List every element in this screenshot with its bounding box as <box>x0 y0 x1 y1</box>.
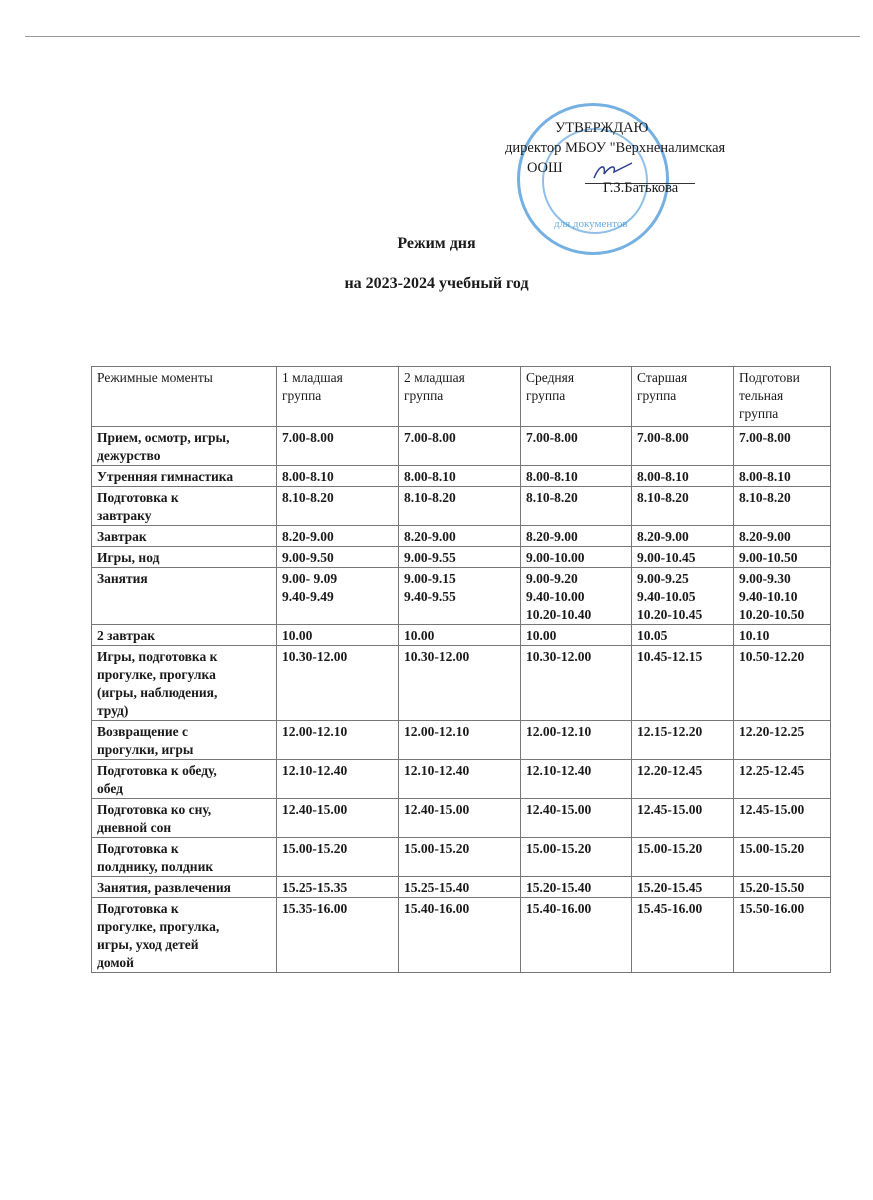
time-cell: 15.40-16.00 <box>399 898 521 973</box>
time-cell: 12.45-15.00 <box>734 799 831 838</box>
time-cell: 12.10-12.40 <box>521 760 632 799</box>
time-cell: 8.10-8.20 <box>277 487 399 526</box>
activity-cell: Подготовка к прогулке, прогулка, игры, уход детей домой <box>92 898 277 973</box>
activity-cell: Утренняя гимнастика <box>92 466 277 487</box>
time-cell: 9.00- 9.09 9.40-9.49 <box>277 568 399 625</box>
time-cell: 10.45-12.15 <box>632 646 734 721</box>
table-row <box>92 547 831 568</box>
activity-cell: Подготовка к полднику, полдник <box>92 838 277 877</box>
time-cell: 15.25-15.35 <box>277 877 399 898</box>
document-title: Режим дня <box>397 235 476 252</box>
header-group: Подготови тельная группа <box>734 367 831 427</box>
time-cell: 8.00-8.10 <box>277 466 399 487</box>
time-cell: 10.10 <box>734 625 831 646</box>
table-row <box>92 466 831 487</box>
table-row <box>92 487 831 526</box>
time-cell: 8.10-8.20 <box>632 487 734 526</box>
time-cell: 15.45-16.00 <box>632 898 734 973</box>
time-cell: 15.25-15.40 <box>399 877 521 898</box>
approval-heading: УТВЕРЖДАЮ <box>555 120 649 136</box>
activity-cell: Игры, подготовка к прогулке, прогулка (игры, наблюдения, труд) <box>92 646 277 721</box>
header-group: Средняя группа <box>521 367 632 427</box>
time-cell: 15.50-16.00 <box>734 898 831 973</box>
time-cell: 15.35-16.00 <box>277 898 399 973</box>
time-cell: 8.00-8.10 <box>521 466 632 487</box>
document-subtitle: на 2023-2024 учебный год <box>344 275 529 292</box>
activity-cell: Занятия <box>92 568 277 625</box>
time-cell: 8.00-8.10 <box>632 466 734 487</box>
time-cell: 12.00-12.10 <box>277 721 399 760</box>
time-cell: 8.20-9.00 <box>734 526 831 547</box>
activity-cell: Завтрак <box>92 526 277 547</box>
table-header-row <box>92 367 831 427</box>
header-group: 1 младшая группа <box>277 367 399 427</box>
activity-cell: Подготовка ко сну, дневной сон <box>92 799 277 838</box>
time-cell: 15.20-15.45 <box>632 877 734 898</box>
time-cell: 15.00-15.20 <box>734 838 831 877</box>
time-cell: 15.00-15.20 <box>399 838 521 877</box>
time-cell: 7.00-8.00 <box>521 427 632 466</box>
time-cell: 8.20-9.00 <box>521 526 632 547</box>
table-row <box>92 568 831 625</box>
approval-name: Г.З.Батькова <box>603 180 679 196</box>
time-cell: 8.10-8.20 <box>734 487 831 526</box>
table-row <box>92 646 831 721</box>
time-cell: 12.20-12.45 <box>632 760 734 799</box>
table-row <box>92 799 831 838</box>
time-cell: 12.40-15.00 <box>399 799 521 838</box>
time-cell: 9.00-10.50 <box>734 547 831 568</box>
time-cell: 10.30-12.00 <box>521 646 632 721</box>
activity-cell: Прием, осмотр, игры, дежурство <box>92 427 277 466</box>
time-cell: 10.30-12.00 <box>399 646 521 721</box>
time-cell: 12.20-12.25 <box>734 721 831 760</box>
time-cell: 10.00 <box>521 625 632 646</box>
time-cell: 15.20-15.50 <box>734 877 831 898</box>
time-cell: 15.00-15.20 <box>277 838 399 877</box>
time-cell: 12.45-15.00 <box>632 799 734 838</box>
time-cell: 10.00 <box>277 625 399 646</box>
time-cell: 12.25-12.45 <box>734 760 831 799</box>
time-cell: 12.15-12.20 <box>632 721 734 760</box>
table-row <box>92 898 831 973</box>
activity-cell: Занятия, развлечения <box>92 877 277 898</box>
time-cell: 12.00-12.10 <box>399 721 521 760</box>
time-cell: 8.00-8.10 <box>399 466 521 487</box>
time-cell: 15.40-16.00 <box>521 898 632 973</box>
time-cell: 8.10-8.20 <box>399 487 521 526</box>
time-cell: 8.20-9.00 <box>399 526 521 547</box>
activity-cell: 2 завтрак <box>92 625 277 646</box>
approval-position: директор МБОУ "Верхненалимская <box>505 140 726 156</box>
time-cell: 12.40-15.00 <box>277 799 399 838</box>
time-cell: 9.00-10.45 <box>632 547 734 568</box>
time-cell: 15.20-15.40 <box>521 877 632 898</box>
activity-cell: Подготовка к обеду, обед <box>92 760 277 799</box>
time-cell: 8.00-8.10 <box>734 466 831 487</box>
stamp-text: для документов <box>554 218 628 230</box>
table-row <box>92 760 831 799</box>
activity-cell: Подготовка к завтраку <box>92 487 277 526</box>
time-cell: 9.00-9.50 <box>277 547 399 568</box>
time-cell: 10.00 <box>399 625 521 646</box>
activity-cell: Возвращение с прогулки, игры <box>92 721 277 760</box>
time-cell: 8.20-9.00 <box>632 526 734 547</box>
time-cell: 12.10-12.40 <box>399 760 521 799</box>
table-row <box>92 838 831 877</box>
time-cell: 7.00-8.00 <box>277 427 399 466</box>
time-cell: 8.20-9.00 <box>277 526 399 547</box>
header-group: 2 младшая группа <box>399 367 521 427</box>
time-cell: 9.00-9.30 9.40-10.10 10.20-10.50 <box>734 568 831 625</box>
approval-org: ООШ <box>527 160 563 176</box>
time-cell: 7.00-8.00 <box>734 427 831 466</box>
time-cell: 9.00-9.25 9.40-10.05 10.20-10.45 <box>632 568 734 625</box>
header-activity: Режимные моменты <box>92 367 277 427</box>
table-row <box>92 625 831 646</box>
time-cell: 12.10-12.40 <box>277 760 399 799</box>
scan-edge-line <box>25 36 860 37</box>
time-cell: 9.00-9.20 9.40-10.00 10.20-10.40 <box>521 568 632 625</box>
time-cell: 9.00-9.15 9.40-9.55 <box>399 568 521 625</box>
time-cell: 8.10-8.20 <box>521 487 632 526</box>
table-row <box>92 427 831 466</box>
time-cell: 10.05 <box>632 625 734 646</box>
table-row <box>92 721 831 760</box>
header-group: Старшая группа <box>632 367 734 427</box>
table-row <box>92 526 831 547</box>
time-cell: 9.00-10.00 <box>521 547 632 568</box>
time-cell: 7.00-8.00 <box>399 427 521 466</box>
time-cell: 10.30-12.00 <box>277 646 399 721</box>
time-cell: 12.00-12.10 <box>521 721 632 760</box>
activity-cell: Игры, нод <box>92 547 277 568</box>
time-cell: 12.40-15.00 <box>521 799 632 838</box>
time-cell: 7.00-8.00 <box>632 427 734 466</box>
time-cell: 10.50-12.20 <box>734 646 831 721</box>
schedule-table <box>91 366 831 973</box>
time-cell: 15.00-15.20 <box>632 838 734 877</box>
table-row <box>92 877 831 898</box>
time-cell: 15.00-15.20 <box>521 838 632 877</box>
time-cell: 9.00-9.55 <box>399 547 521 568</box>
